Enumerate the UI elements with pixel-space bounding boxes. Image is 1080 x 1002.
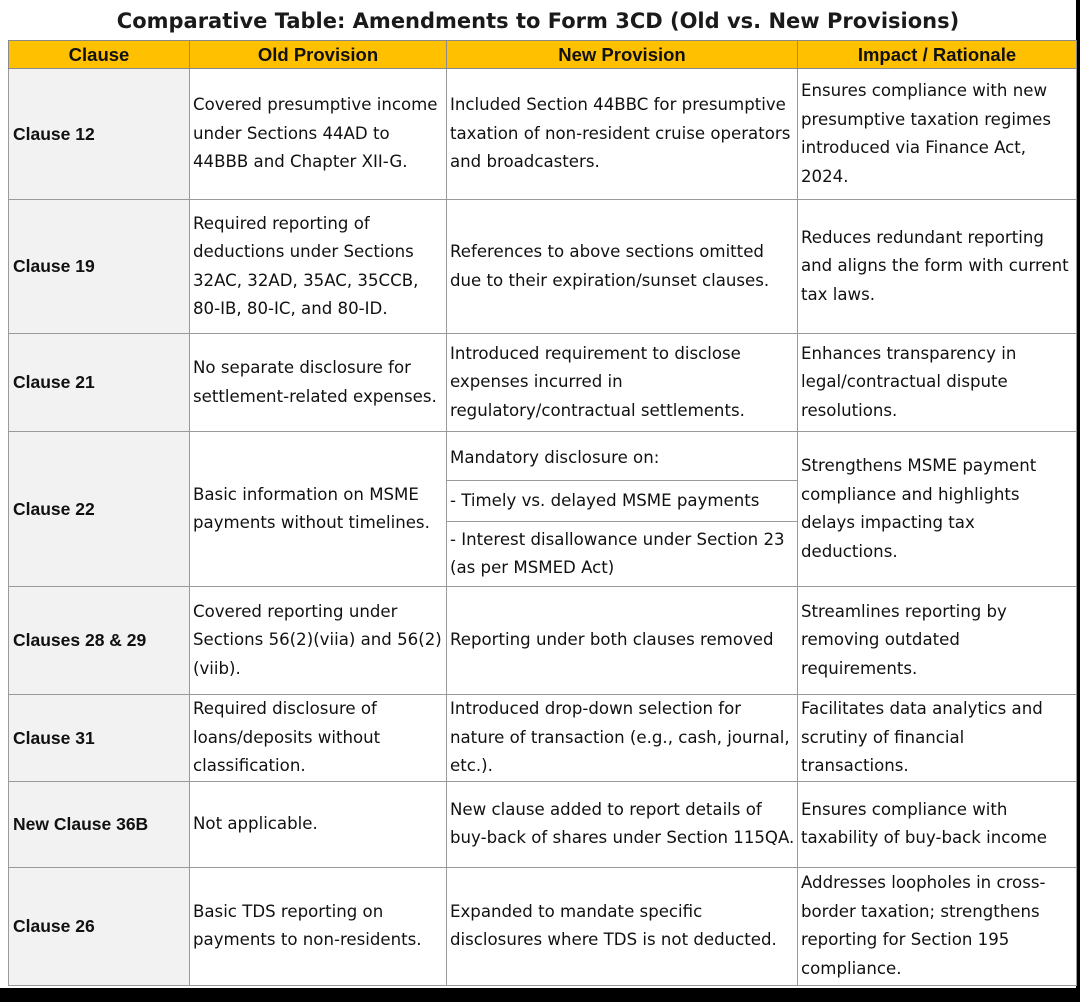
- impact-cell: Strengthens MSME payment compliance and highlights delays impacting tax deductions.: [798, 432, 1077, 587]
- table-row: [9, 867, 1077, 985]
- old-provision-cell: Basic TDS reporting on payments to non-residents.: [190, 867, 447, 985]
- impact-cell: Addresses loopholes in cross-border taxation; strengthens reporting for Section 195 compliance.: [798, 867, 1077, 985]
- header-old-provision: Old Provision: [190, 41, 447, 69]
- new-provision-cell: References to above sections omitted due to their expiration/sunset clauses.: [447, 200, 798, 334]
- header-clause: Clause: [9, 41, 190, 69]
- table-row: [9, 69, 1077, 200]
- new-provision-cell: [447, 432, 798, 587]
- old-provision-cell: Covered presumptive income under Sections 44AD to 44BBB and Chapter XII-G.: [190, 69, 447, 200]
- new-provision-cell: New clause added to report details of buy-back of shares under Section 115QA.: [447, 781, 798, 867]
- table-row: [9, 781, 1077, 867]
- impact-cell: Ensures compliance with new presumptive taxation regimes introduced via Finance Act, 2024.: [798, 69, 1077, 200]
- old-provision-cell: Required disclosure of loans/deposits without classification.: [190, 695, 447, 782]
- impact-cell: Enhances transparency in legal/contractual dispute resolutions.: [798, 334, 1077, 432]
- header-impact-rationale: Impact / Rationale: [798, 41, 1077, 69]
- comparison-table: [8, 40, 1077, 986]
- bottom-frame: [0, 988, 1080, 1002]
- new-provision-cell: Expanded to mandate specific disclosures where TDS is not deducted.: [447, 867, 798, 985]
- new-provision-cell: Introduced requirement to disclose expenses incurred in regulatory/contractual settlements.: [447, 334, 798, 432]
- clause-cell: Clause 19: [9, 200, 190, 334]
- header-new-provision: New Provision: [447, 41, 798, 69]
- table-row: [9, 695, 1077, 782]
- old-provision-cell: Covered reporting under Sections 56(2)(viia) and 56(2)(viib).: [190, 587, 447, 695]
- clause-cell: Clauses 28 & 29: [9, 587, 190, 695]
- table-row: [9, 587, 1077, 695]
- old-provision-cell: Not applicable.: [190, 781, 447, 867]
- impact-cell: Facilitates data analytics and scrutiny of financial transactions.: [798, 695, 1077, 782]
- new-provision-cell: Included Section 44BBC for presumptive taxation of non-resident cruise operators and broadcasters.: [447, 69, 798, 200]
- table-row: [9, 200, 1077, 334]
- new-provision-cell: Reporting under both clauses removed: [447, 587, 798, 695]
- table-title: Comparative Table: Amendments to Form 3CD (Old vs. New Provisions): [116, 9, 960, 33]
- clause-cell: Clause 31: [9, 695, 190, 782]
- old-provision-cell: No separate disclosure for settlement-related expenses.: [190, 334, 447, 432]
- new-provision-subline: Mandatory disclosure on:: [447, 436, 797, 481]
- impact-cell: Streamlines reporting by removing outdated requirements.: [798, 587, 1077, 695]
- impact-cell: Reduces redundant reporting and aligns the form with current tax laws.: [798, 200, 1077, 334]
- new-provision-subline: - Timely vs. delayed MSME payments: [447, 481, 797, 522]
- header-row: [9, 41, 1077, 69]
- table-row: [9, 432, 1077, 587]
- clause-cell: Clause 22: [9, 432, 190, 587]
- new-provision-subline: - Interest disallowance under Section 23 (as per MSMED Act): [450, 529, 785, 577]
- new-provision-cell: Introduced drop-down selection for nature of transaction (e.g., cash, journal, etc.).: [447, 695, 798, 782]
- old-provision-cell: Required reporting of deductions under Sections 32AC, 32AD, 35AC, 35CCB, 80-IB, 80-IC, and 80-ID.: [190, 200, 447, 334]
- old-provision-cell: Basic information on MSME payments without timelines.: [190, 432, 447, 587]
- clause-cell: Clause 21: [9, 334, 190, 432]
- impact-cell: Ensures compliance with taxability of buy-back income: [798, 781, 1077, 867]
- table-row: [9, 334, 1077, 432]
- clause-cell: New Clause 36B: [9, 781, 190, 867]
- clause-cell: Clause 26: [9, 867, 190, 985]
- clause-cell: Clause 12: [9, 69, 190, 200]
